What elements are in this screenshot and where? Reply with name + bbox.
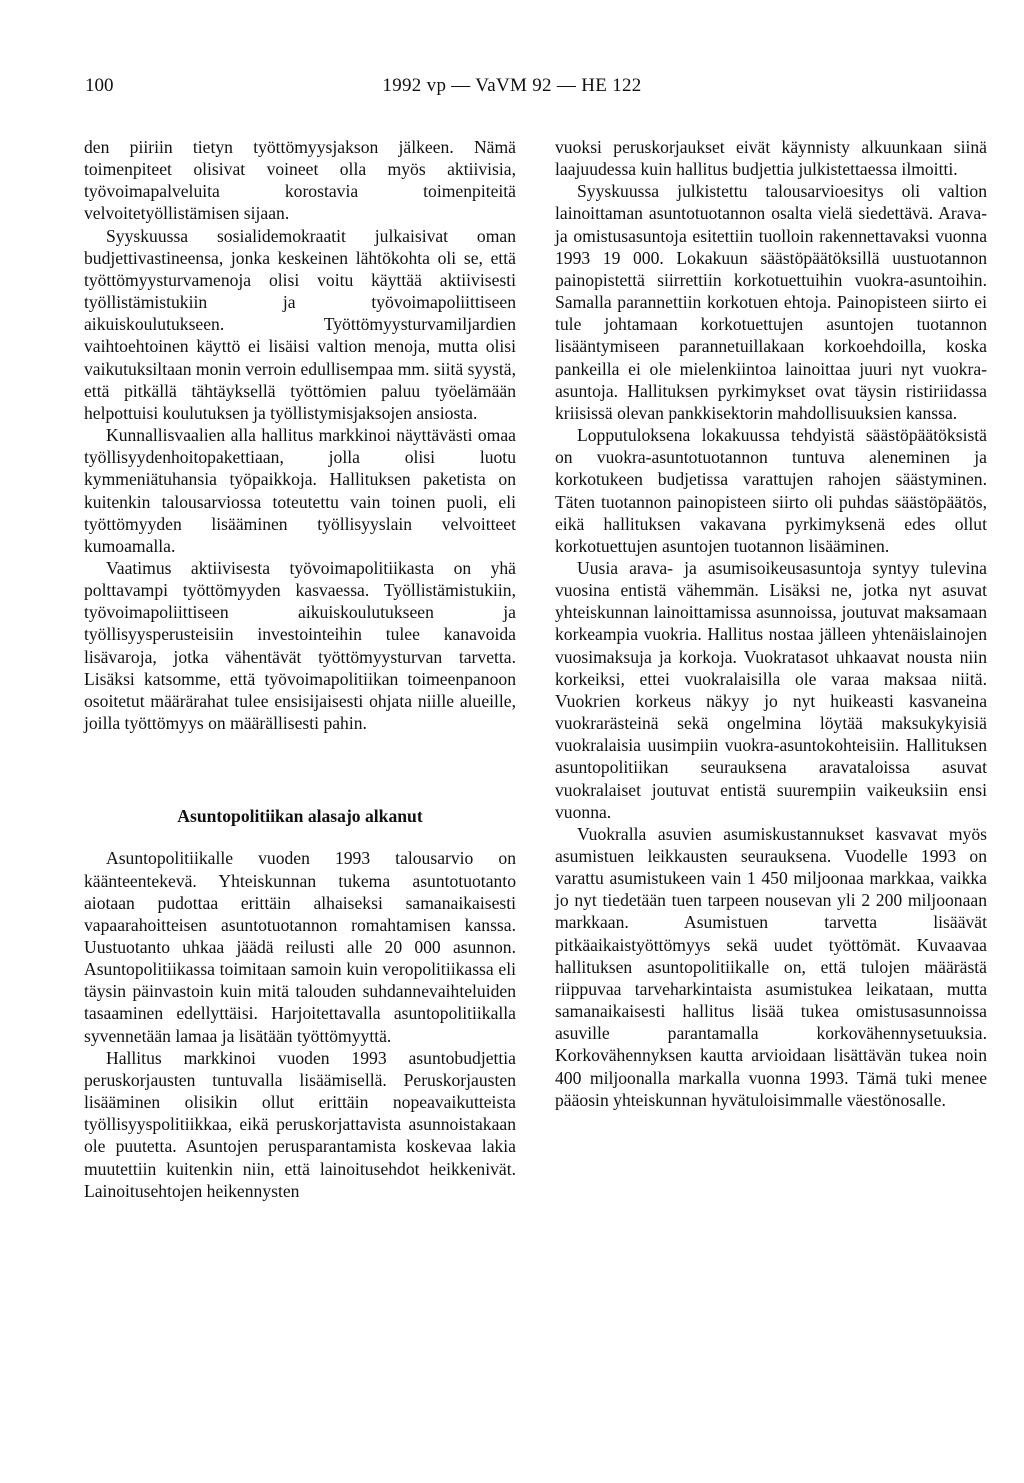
paragraph: Vaatimus aktiivisesta työvoimapolitiikasta on yhä polttavampi työttömyyden kasvaessa. Työllistämistukiin, työvoimapoliittiseen aikuiskoulutukseen ja työllisyysperusteisiin investointeihin tulee kanavoida lisävaroja, jotka vähentävät työttömyysturvan tarvetta. Lisäksi katsomme, että työvoimapolitiikan toimeenpanoon osoitetut määrärahat tulee ensisijaisesti ohjata niille alueille, joilla työttömyys on määrällisesti pahin. [84,557,516,734]
paragraph: Vuokralla asuvien asumiskustannukset kasvavat myös asumistuen leikkausten seurauksena. Vuodelle 1993 on varattu asumistukeen vain 1 450 miljoonaa markkaa, vaikka jo nyt tiedetään tuen tarpeen nousevan yli 2 200 miljoonaan markkaan. Asumistuen tarvetta lisäävät pitkäaikaistyöttömyys sekä uudet työttömät. Kuvaavaa hallituksen asuntopolitiikalle on, että tulojen määrästä riippuvaa tarveharkintaista asumistukea leikataan, mutta samanaikaisesti hallitus lisää tukea omistusasunnoissa asuville parantamalla korkovähennysetuuksia. Korkovähennyksen kautta arvioidaan lisättävän tukea noin 400 miljoonalla markalla vuonna 1993. Tämä tuki menee pääosin yhteiskunnan hyvätuloisimmalle väestönosalle. [555,823,987,1110]
paragraph: Asuntopolitiikalle vuoden 1993 talousarvio on käänteentekevä. Yhteiskunnan tukema asuntotuotanto aiotaan pudottaa erittäin alhaiseksi samanaikaisesti vapaarahoitteisen asuntotuotannon romahtamisen kanssa. Uustuotanto uhkaa jäädä reilusti alle 20 000 asunnon. Asuntopolitiikassa toimitaan samoin kuin veropolitiikassa eli täysin päinvastoin kuin mitä talouden suhdannevaihteluiden tasaaminen edellyttäisi. Harjoitettavalla asuntopolitiikalla syvennetään lamaa ja lisätään työttömyyttä. [84,848,516,1046]
paragraph: Syyskuussa sosialidemokraatit julkaisivat oman budjettivastineensa, jonka keskeinen lähtökohta oli se, että työttömyysturvamenoja olisi voitu käyttää aktiivisesti työllistämistukiin ja työvoimapoliittiseen aikuiskoulutukseen. Työttömyysturvamiljardien vaihtoehtoinen käyttö ei lisäisi valtion menoja, mutta olisi vaikutuksiltaan monin verroin edullisempaa mm. siitä syystä, että pitkällä tähtäyksellä työttömien paluu työelämään helpottuisi koulutuksen ja työllistymisjaksojen ansiosta. [84,225,516,423]
running-head: 1992 vp — VaVM 92 — HE 122 [382,75,642,96]
paragraph: Hallitus markkinoi vuoden 1993 asuntobudjettia peruskorjausten tuntuvalla lisäämisellä. Peruskorjausten lisääminen olisikin ollut erittäin nopeavaikutteista työllisyyspolitiikkaa, eikä peruskorjattavista asunnoistakaan ole puutetta. Asuntojen perusparantamista koskevaa lakia muutettiin kuitenkin niin, että lainoitusehdot heikkenivät. Lainoitusehtojen heikennysten [84,1047,516,1201]
right-column [555,136,987,1111]
left-column [84,136,516,1202]
page-number: 100 [85,75,114,96]
paragraph: den piiriin tietyn työttömyysjakson jälkeen. Nämä toimenpiteet olisivat voineet olla myös aktiivisia, työvoimapalveluita korostavia toimenpiteitä velvoitetyöllistämisen sijaan. [84,137,516,224]
paragraph: Lopputuloksena lokakuussa tehdyistä säästöpäätöksistä on vuokra-asuntotuotannon tuntuva aleneminen ja korkotukeen budjetissa varattujen rahojen säästyminen. Täten tuotannon painopisteen siirto oli puhdas säästöpäätös, eikä hallituksen vakavana pyrkimyksenä edes ollut korkotuettujen asuntojen tuotannon lisääminen. [555,425,987,556]
paragraph: Syyskuussa julkistettu talousarvioesitys oli valtion lainoittaman asuntotuotannon osalta vielä siedettävä. Arava- ja omistusasuntoja esitettiin tuolloin rakennettavaksi vuonna 1993 19 000. Lokakuun säästöpäätöksillä uustuotannon painopistettä siirrettiin korkotuettuihin vuokra-asuntoihin. Samalla parannettiin korkotuen ehtoja. Painopisteen siirto ei tule johtamaan korkotuettujen asuntojen tuotannon lisääntymiseen parannetuillakaan korkoehdoilla, koska pankeilla ei ole mielenkiintoa lainoittaa juuri nyt vuokra-asuntoja. Hallituksen pyrkimykset ovat täysin ristiriidassa kriisissä olevan pankkisektorin mahdollisuuksien kanssa. [555,181,987,423]
paragraph: Uusia arava- ja asumisoikeusasuntoja syntyy tulevina vuosina entistä vähemmän. Lisäksi ne, jotka nyt asuvat yhteiskunnan lainoittamissa asunnoissa, joutuvat maksamaan korkeampia vuokria. Hallitus nostaa jälleen yhtenäislainojen vuosimaksuja ja korkoja. Vuokratasot uhkaavat nousta niin korkeiksi, ettei vuokralaisilla ole varaa maksaa niitä. Vuokrien korkeus näkyy jo nyt huikeasti kasvaneina vuokrarästeinä sekä ongelmina löytää maksukykyisiä vuokralaisia uusimpiin vuokra-asuntokohteisiin. Hallituksen asuntopolitiikan seurauksena aravataloissa asuvat vuokralaiset joutuvat entistä suurempiin vaikeuksiin ensi vuonna. [555,557,987,822]
paragraph: vuoksi peruskorjaukset eivät käynnisty alkuunkaan siinä laajuudessa kuin hallitus budjettia julkistettaessa ilmoitti. [555,137,987,180]
section-heading: Asuntopolitiikan alasajo alkanut [177,806,423,827]
paragraph: Kunnallisvaalien alla hallitus markkinoi näyttävästi omaa työllisyydenhoitopakettiaan, jolla olisi luotu kymmeniätuhansia työpaikkoja. Hallituksen paketista on kuitenkin talousarviossa toteutettu vain toinen puoli, eli työttömyyden lisääminen työllisyyslain velvoitteet kumoamalla. [84,425,516,556]
